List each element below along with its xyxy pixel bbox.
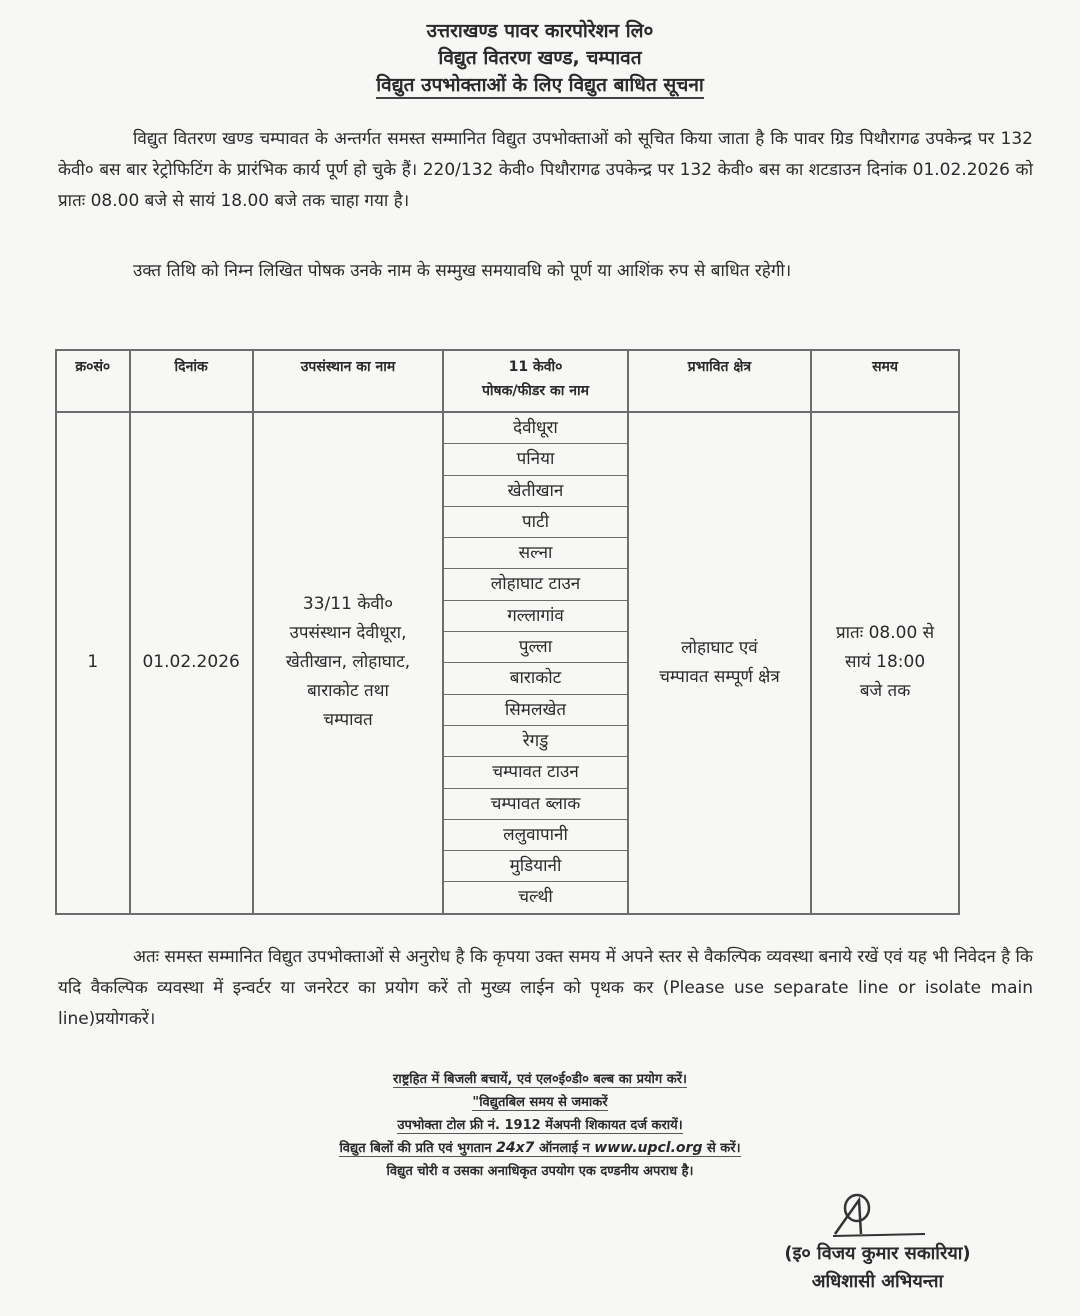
- feeder-item: पनिया: [444, 444, 626, 475]
- feeder-item: चम्पावत ब्लाक: [444, 789, 626, 820]
- feeder-item: सल्ना: [444, 538, 626, 569]
- substation-line: 33/11 केवी०: [302, 594, 394, 615]
- signature-block: [755, 1190, 1000, 1296]
- feeder-item: खेतीखान: [444, 476, 626, 507]
- feeder-item: चल्थी: [518, 887, 553, 908]
- slogan-online-payment: [339, 1141, 740, 1157]
- slogan-text: से करें।: [702, 1141, 741, 1156]
- col-substation: उपसंस्थान का नाम: [253, 350, 444, 412]
- substation-line: बाराकोट तथा: [307, 681, 389, 702]
- feeder-item: लोहाघाट टाउन: [444, 569, 626, 600]
- signatory-name: (इ० विजय कुमार सकारिया): [784, 1243, 971, 1264]
- slogan-text: विद्युत बिलों की प्रति एवं भुगतान: [339, 1141, 497, 1156]
- area-line: चम्पावत सम्पूर्ण क्षेत्र: [659, 666, 780, 687]
- request-text: अतः समस्त सम्मानित विद्युत उपभोक्ताओं से अनुरोध है कि कृपया उक्त समय में अपने स्तर से वैकल्पिक व्यवस्था बनाये रखें एवं यह भी निवेदन है कि यदि वैकल्पिक व्यवस्था में इन्वर्टर या जनरेटर का प्रयोग करें तो मुख्य लाईन को पृथक कर (Please use separate line or isolate main line)प्रयोगकरें।: [58, 947, 1033, 1029]
- notice-title: विद्युत उपभोक्ताओं के लिए विद्युत बाधित सूचना: [376, 73, 704, 99]
- slogan-24x7: 24x7: [496, 1140, 535, 1156]
- request-paragraph: [58, 942, 1033, 1035]
- signature-mark-icon: [825, 1190, 935, 1240]
- time-line: बजे तक: [859, 681, 911, 702]
- feeder-item: देवीधूरा: [444, 413, 626, 444]
- time-line: सायं 18:00: [844, 652, 926, 673]
- intro-paragraph: [58, 124, 1033, 217]
- feeder-item: मुडियानी: [444, 851, 626, 882]
- table-row: [56, 412, 959, 914]
- slogan-theft: विद्युत चोरी व उसका अनाधिकृत उपयोग एक दण्डनीय अपराध है।: [386, 1164, 694, 1179]
- substation-line: उपसंस्थान देवीधूरा,: [289, 623, 407, 644]
- feeder-item: पुल्ला: [444, 632, 626, 663]
- feeder-item: बाराकोट: [444, 663, 626, 694]
- slogan-pay-bill: "विद्युतबिल समय से जमाकरें: [472, 1095, 608, 1110]
- cell-date: 01.02.2026: [130, 412, 253, 914]
- feeder-item: पाटी: [444, 507, 626, 538]
- cell-time: [811, 412, 959, 914]
- cell-serial: 1: [56, 412, 130, 914]
- feeder-item: ललुवापानी: [444, 820, 626, 851]
- affected-text: उक्त तिथि को निम्न लिखित पोषक उनके नाम के सम्मुख समयावधि को पूर्ण या आशिंक रुप से बाधित रहेगी।: [133, 261, 792, 281]
- col-area: प्रभावित क्षेत्र: [628, 350, 811, 412]
- table-header-row: [56, 350, 959, 412]
- col-feeder-line2: पोषक/फीडर का नाम: [481, 383, 590, 399]
- intro-text: विद्युत वितरण खण्ड चम्पावत के अन्तर्गत समस्त सम्मानित विद्युत उपभोक्ताओं को सूचित किया जाता है कि पावर ग्रिड पिथौरागढ उपकेन्द्र पर 132 केवी० बस बार रेट्रोफिटिंग के प्रारंभिक कार्य पूर्ण हो चुके हैं। 220/132 केवी० पिथौरागढ उपकेन्द्र पर 132 केवी० बस का शटडाउन दिनांक 01.02.2026 को प्रातः 08.00 बजे से सायं 18.00 बजे तक चाहा गया है।: [58, 129, 1033, 211]
- slogans-block: [0, 1068, 1080, 1183]
- affected-feeders-paragraph: [58, 256, 1033, 287]
- col-feeder: [443, 350, 627, 412]
- col-date: दिनांक: [130, 350, 253, 412]
- slogan-toll-free: उपभोक्ता टोल फ्री नं. 1912 मेंअपनी शिकायत दर्ज करायें।: [397, 1118, 683, 1133]
- division-name: विद्युत वितरण खण्ड, चम्पावत: [438, 47, 642, 69]
- feeder-item: गल्लागांव: [444, 601, 626, 632]
- col-feeder-line1: 11 केवी०: [508, 359, 563, 375]
- website-link[interactable]: www.upcl.org: [594, 1140, 703, 1156]
- col-serial: क्र०सं०: [56, 350, 130, 412]
- slogan-save-electricity: राष्ट्रहित में बिजली बचायें, एवं एल०ई०डी० बल्ब का प्रयोग करें।: [393, 1072, 687, 1087]
- col-time: समय: [811, 350, 959, 412]
- substation-line: चम्पावत: [323, 710, 373, 731]
- signatory-designation: अधिशासी अभियन्ता: [811, 1271, 944, 1292]
- cell-substation: [253, 412, 444, 914]
- cell-area: [628, 412, 811, 914]
- outage-table: [55, 349, 960, 915]
- substation-line: खेतीखान, लोहाघाट,: [285, 652, 411, 673]
- cell-feeders: [443, 412, 627, 914]
- feeder-item: रेगडु: [444, 726, 626, 757]
- feeder-item: चम्पावत टाउन: [444, 757, 626, 788]
- time-line: प्रातः 08.00 से: [835, 623, 935, 644]
- organization-name: उत्तराखण्ड पावर कारपोरेशन लि०: [426, 20, 654, 42]
- feeder-item: सिमलखेत: [444, 695, 626, 726]
- slogan-text: ऑनलाई न: [534, 1141, 595, 1156]
- letterhead: [0, 18, 1080, 99]
- area-line: लोहाघाट एवं: [681, 637, 758, 658]
